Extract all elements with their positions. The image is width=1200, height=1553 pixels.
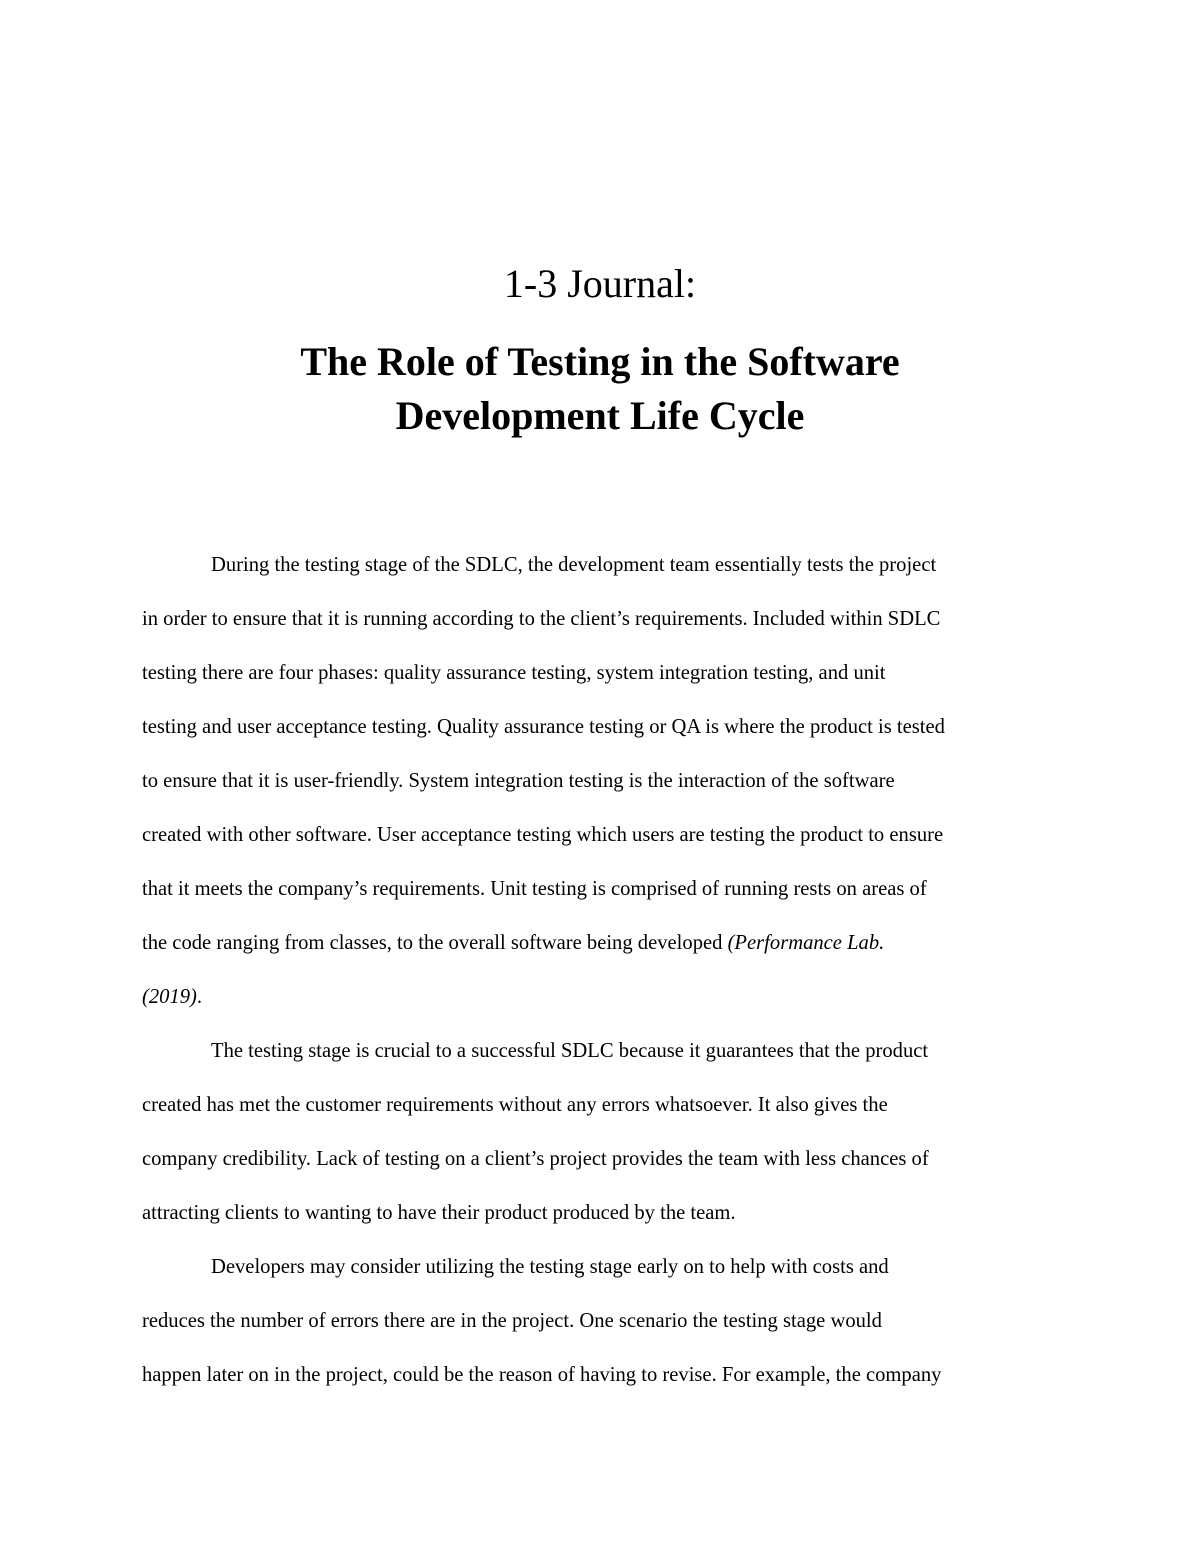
title-line-2: Development Life Cycle [395, 393, 805, 438]
paragraph-text: the code ranging from classes, to the overall software being developed [142, 932, 728, 954]
paragraph-line: reduces the number of errors there are in the project. One scenario the testing stage would [142, 1310, 882, 1332]
paragraph-line: created with other software. User acceptance testing which users are testing the product to ensure [142, 824, 944, 846]
paragraph-line-citation [142, 970, 1072, 1024]
paragraph-line: Developers may consider utilizing the testing stage early on to help with costs and [211, 1256, 889, 1278]
paragraph-line-with-citation [142, 916, 1072, 970]
paragraph-line: in order to ensure that it is running according to the client’s requirements. Included within SDLC [142, 608, 941, 630]
paragraph-line: to ensure that it is user-friendly. System integration testing is the interaction of the software [142, 770, 895, 792]
paragraph-line: testing and user acceptance testing. Quality assurance testing or QA is where the product is tested [142, 716, 945, 738]
citation-part-1: (Performance Lab. [727, 932, 885, 954]
paragraph-1 [142, 538, 1072, 1024]
document-title [0, 335, 1200, 443]
paragraph-3 [142, 1240, 1072, 1402]
journal-label: 1-3 Journal: [503, 261, 697, 306]
paragraph-line: testing there are four phases: quality assurance testing, system integration testing, and unit [142, 662, 886, 684]
paragraph-line: created has met the customer requirements without any errors whatsoever. It also gives the [142, 1094, 888, 1116]
document-body [142, 538, 1072, 1402]
paragraph-line: attracting clients to wanting to have their product produced by the team. [142, 1202, 736, 1224]
title-line-1: The Role of Testing in the Software [300, 339, 900, 384]
paragraph-2 [142, 1024, 1072, 1240]
paragraph-line: that it meets the company’s requirements. Unit testing is comprised of running rests on areas of [142, 878, 927, 900]
paragraph-line: The testing stage is crucial to a successful SDLC because it guarantees that the product [211, 1040, 929, 1062]
citation-end: . [196, 986, 203, 1008]
paragraph-line: happen later on in the project, could be the reason of having to revise. For example, the company [142, 1364, 942, 1386]
paragraph-line: During the testing stage of the SDLC, the development team essentially tests the project [211, 554, 937, 576]
citation-part-2: (2019) [142, 986, 197, 1008]
paragraph-line: company credibility. Lack of testing on a client’s project provides the team with less chances of [142, 1148, 929, 1170]
